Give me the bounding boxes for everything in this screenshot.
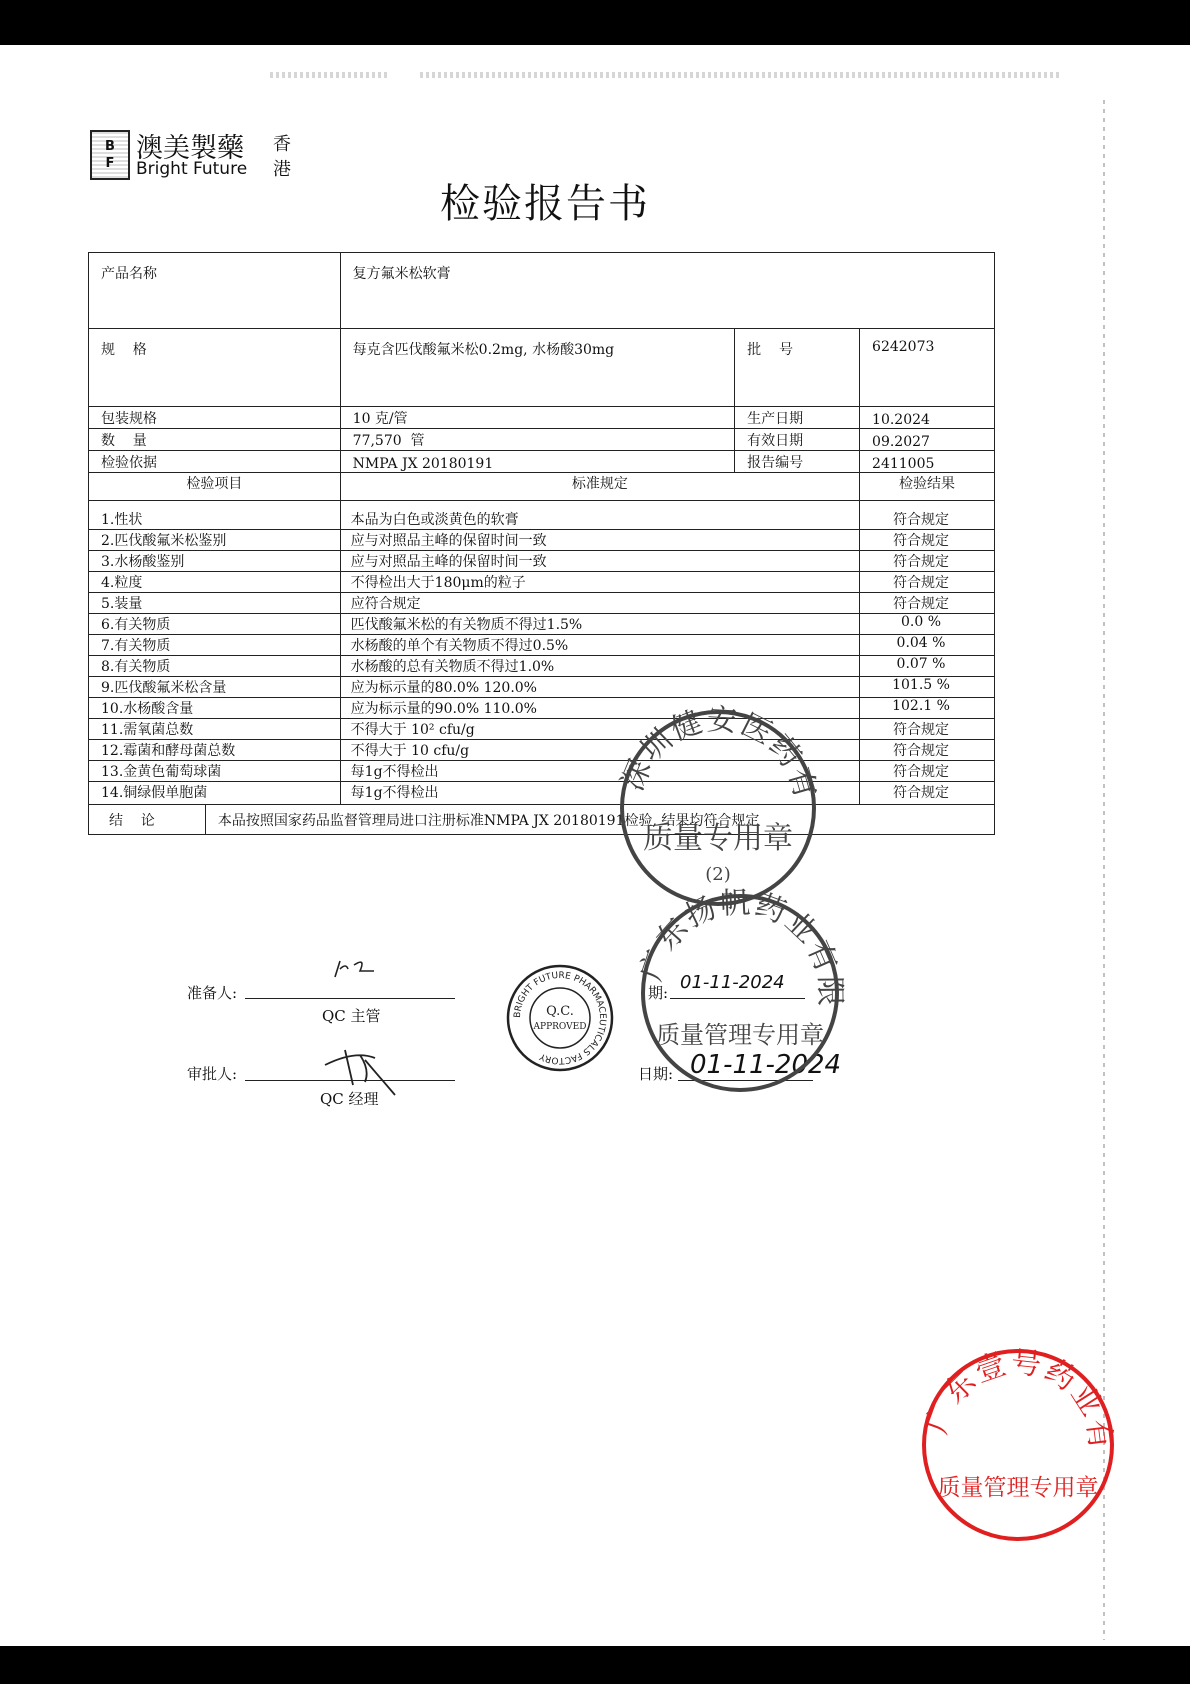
value-mfg-date: 10.2024 — [860, 407, 995, 429]
value-packing: 10 克/管 — [340, 407, 734, 429]
label-packing: 包装规格 — [89, 407, 341, 429]
value-conclusion: 本品按照国家药品监督管理局进口注册标准NMPA JX 20180191检验, 结果均符合规定 — [205, 805, 994, 835]
test-item-standard: 本品为白色或淡黄色的软膏 — [340, 501, 859, 530]
test-item-row — [89, 593, 995, 614]
date-value-1: 01-11-2024 — [680, 972, 785, 993]
scan-noise — [420, 72, 1060, 78]
test-item-result: 符合规定 — [860, 551, 995, 572]
preparer-role: QC 主管 — [322, 1007, 381, 1025]
test-item-result: 符合规定 — [860, 719, 995, 740]
test-item-row — [89, 530, 995, 551]
test-item-standard: 每1g不得检出 — [340, 761, 859, 782]
test-item-name: 10.水杨酸含量 — [89, 698, 341, 719]
label-report-no: 报告编号 — [735, 451, 860, 473]
test-item-name: 2.匹伐酸氟米松鉴别 — [89, 530, 341, 551]
label-batch: 批 号 — [735, 329, 860, 407]
label-conclusion: 结 论 — [89, 805, 206, 835]
test-item-row — [89, 761, 995, 782]
test-item-standard: 应与对照品主峰的保留时间一致 — [340, 551, 859, 572]
test-item-name: 4.粒度 — [89, 572, 341, 593]
logo-chinese-name: 澳美製藥 — [136, 133, 244, 164]
approver-role: QC 经理 — [320, 1090, 379, 1108]
label-expiry: 有效日期 — [735, 429, 860, 451]
qc-stamp-ring-text: BRIGHT FUTURE PHARMACEUTICALS FACTORY — [512, 970, 608, 1066]
row-packing — [89, 407, 995, 429]
test-item-row — [89, 740, 995, 761]
scan-top-border — [0, 0, 1190, 45]
row-spec — [89, 329, 995, 407]
logo-letter: F — [105, 156, 115, 171]
column-header-item: 检验项目 — [89, 473, 341, 501]
test-item-standard: 不得大于 10² cfu/g — [340, 719, 859, 740]
test-item-name: 6.有关物质 — [89, 614, 341, 635]
preparer-label: 准备人: — [187, 984, 238, 1002]
test-item-standard: 应为标示量的90.0% 110.0% — [340, 698, 859, 719]
test-item-result: 符合规定 — [860, 761, 995, 782]
document-title: 检验报告书 — [440, 181, 650, 227]
qc-approved-stamp — [505, 963, 615, 1073]
test-item-name: 14.铜绿假单胞菌 — [89, 782, 341, 805]
test-item-name: 11.需氧菌总数 — [89, 719, 341, 740]
test-item-result: 102.1 % — [860, 698, 995, 719]
test-item-standard: 水杨酸的单个有关物质不得过0.5% — [340, 635, 859, 656]
test-item-name: 7.有关物质 — [89, 635, 341, 656]
value-basis: NMPA JX 20180191 — [340, 451, 734, 473]
test-item-result: 0.0 % — [860, 614, 995, 635]
test-item-name: 9.匹伐酸氟米松含量 — [89, 677, 341, 698]
scan-bottom-border — [0, 1646, 1190, 1684]
test-items — [89, 501, 995, 805]
logo-letter: B — [105, 139, 115, 154]
test-item-row — [89, 677, 995, 698]
test-item-name: 5.装量 — [89, 593, 341, 614]
value-report-no: 2411005 — [860, 451, 995, 473]
svg-text:广东壹号药业有限公司 — [902, 1318, 1118, 1453]
guangdong-gray-stamp — [619, 866, 848, 1093]
row-conclusion — [89, 805, 995, 835]
test-item-standard: 应与对照品主峰的保留时间一致 — [340, 530, 859, 551]
test-item-row — [89, 635, 995, 656]
value-spec: 每克含匹伐酸氟米松0.2mg, 水杨酸30mg — [340, 329, 734, 407]
logo-badge: 港 — [273, 159, 291, 180]
guangdong-gray-stamp-center: 质量管理专用章 — [656, 1021, 824, 1049]
guangdong-gray-stamp-ring-text: 广东扬帆药业有限公司 — [619, 866, 848, 1009]
label-basis: 检验依据 — [89, 451, 341, 473]
test-item-name: 1.性状 — [89, 501, 341, 530]
test-item-standard: 不得检出大于180μm的粒子 — [340, 572, 859, 593]
test-item-standard: 应符合规定 — [340, 593, 859, 614]
date-label-1: 期: — [648, 984, 669, 1002]
table-header-row — [89, 473, 995, 501]
test-item-row — [89, 501, 995, 530]
logo-badge: 香 — [273, 134, 291, 155]
test-item-result: 符合规定 — [860, 530, 995, 551]
test-item-standard: 每1g不得检出 — [340, 782, 859, 805]
test-item-name: 8.有关物质 — [89, 656, 341, 677]
test-item-standard: 水杨酸的总有关物质不得过1.0% — [340, 656, 859, 677]
label-quantity: 数 量 — [89, 429, 341, 451]
test-item-row — [89, 572, 995, 593]
logo-english-name: Bright Future — [136, 159, 248, 179]
test-item-row — [89, 551, 995, 572]
test-item-name: 3.水杨酸鉴别 — [89, 551, 341, 572]
test-item-standard: 不得大于 10 cfu/g — [340, 740, 859, 761]
test-item-result: 符合规定 — [860, 740, 995, 761]
test-item-row — [89, 656, 995, 677]
test-item-result: 0.04 % — [860, 635, 995, 656]
date-value-2: 01-11-2024 — [690, 1050, 842, 1080]
value-quantity: 77,570 管 — [340, 429, 734, 451]
row-product-name — [89, 253, 995, 329]
scan-noise — [270, 72, 390, 78]
test-item-result: 符合规定 — [860, 593, 995, 614]
test-item-result: 101.5 % — [860, 677, 995, 698]
guangdong-red-stamp — [902, 1318, 1119, 1545]
test-item-standard: 应为标示量的80.0% 120.0% — [340, 677, 859, 698]
shenzhen-stamp-number: (2) — [705, 864, 731, 885]
test-item-name: 13.金黄色葡萄球菌 — [89, 761, 341, 782]
test-item-result: 符合规定 — [860, 501, 995, 530]
qc-stamp-center-1: Q.C. — [546, 1004, 574, 1019]
test-item-standard: 匹伐酸氟米松的有关物质不得过1.5% — [340, 614, 859, 635]
label-spec: 规 格 — [89, 329, 341, 407]
shenzhen-stamp-ring-text: 深圳健安医药有限公司 — [602, 681, 824, 804]
label-mfg-date: 生产日期 — [735, 407, 860, 429]
column-header-result: 检验结果 — [860, 473, 995, 501]
test-item-row — [89, 614, 995, 635]
value-batch: 6242073 — [860, 329, 995, 407]
test-item-result: 符合规定 — [860, 572, 995, 593]
inspection-report-table — [88, 252, 995, 835]
shenzhen-stamp-center: 质量专用章 — [643, 821, 793, 856]
guangdong-red-stamp-center: 质量管理专用章 — [937, 1475, 1099, 1501]
preparer-signature — [330, 955, 390, 985]
test-item-name: 12.霉菌和酵母菌总数 — [89, 740, 341, 761]
row-basis — [89, 451, 995, 473]
test-item-row — [89, 698, 995, 719]
guangdong-red-stamp-ring-text: 广东壹号药业有限公司 — [902, 1318, 1119, 1454]
column-header-standard: 标准规定 — [340, 473, 859, 501]
test-item-row — [89, 782, 995, 805]
row-quantity — [89, 429, 995, 451]
qc-stamp-center-2: APPROVED — [533, 1022, 587, 1032]
shenzhen-quality-stamp — [602, 681, 824, 908]
test-item-result: 符合规定 — [860, 782, 995, 805]
approver-label: 审批人: — [187, 1065, 238, 1083]
value-product-name: 复方氟米松软膏 — [340, 253, 994, 329]
test-item-row — [89, 719, 995, 740]
date-label-2: 日期: — [638, 1065, 674, 1083]
label-product-name: 产品名称 — [89, 253, 341, 329]
preparer-signature-line — [245, 998, 455, 999]
test-item-result: 0.07 % — [860, 656, 995, 677]
value-expiry: 09.2027 — [860, 429, 995, 451]
